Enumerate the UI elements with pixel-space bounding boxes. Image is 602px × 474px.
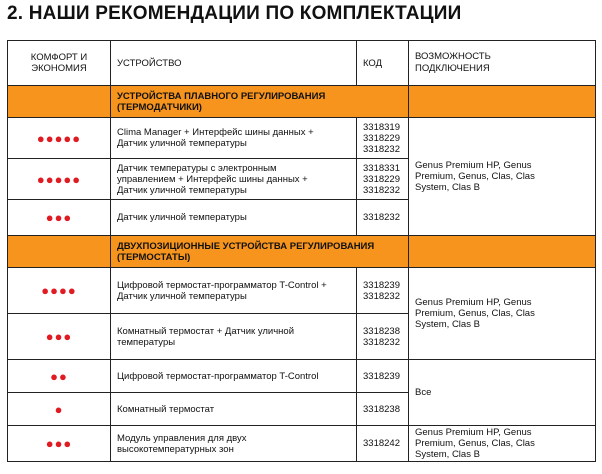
compat-cell: Genus Premium HP, Genus Premium, Genus, Clas, Clas System, Clas B [409,426,596,462]
rating-dot-icon: ● [50,368,59,384]
compat-cell: Genus Premium HP, Genus Premium, Genus, Clas, Clas System, Clas B [409,118,596,236]
section-title: ДВУХПОЗИЦИОННЫЕ УСТРОЙСТВА РЕГУЛИРОВАНИЯ (ТЕРМОСТАТЫ) [111,236,409,268]
rating-dots [8,426,111,462]
rating-dot-icon: ● [54,130,64,146]
rating-dot-icon: ● [54,210,64,225]
code-cell: 3318239 [357,360,409,393]
table-row [8,360,596,393]
device-cell: Clima Manager + Интерфейс шины данных + Датчик уличной температуры [111,118,357,159]
code-cell: 3318232 [357,200,409,236]
code-cell: 3318238 [357,393,409,426]
recommendations-table [7,40,596,462]
rating-dot-icon: ● [45,210,55,225]
rating-dots [8,159,111,200]
code-cell: 3318331 3318229 3318232 [357,159,409,200]
device-cell: Цифровой термостат-программатор T-Control [111,360,357,393]
rating-dots [8,314,111,360]
rating-dots [8,268,111,314]
rating-dot-icon: ● [72,171,82,187]
table-row [8,426,596,462]
header-comfort: КОМФОРТ И ЭКОНОМИЯ [8,41,111,86]
rating-dot-icon: ● [36,171,46,187]
device-cell: Модуль управления для двух высокотемпературных зон [111,426,357,462]
code-cell: 3318239 3318232 [357,268,409,314]
section-header-row [8,236,596,268]
compat-cell: Genus Premium HP, Genus Premium, Genus, Clas, Clas System, Clas B [409,268,596,360]
table-header-row [8,41,596,86]
rating-dots [8,118,111,159]
header-device: УСТРОЙСТВО [111,41,357,86]
rating-dot-icon: ● [54,436,64,451]
header-code: КОД [357,41,409,86]
rating-dot-icon: ● [63,171,73,187]
code-cell: 3318319 3318229 3318232 [357,118,409,159]
rating-dot-icon: ● [45,329,55,344]
rating-dot-icon: ● [45,130,55,146]
compat-cell: Все [409,360,596,426]
code-cell: 3318238 3318232 [357,314,409,360]
rating-dots [8,200,111,236]
section-header-row [8,86,596,118]
rating-dot-icon: ● [72,130,82,146]
rating-dot-icon: ● [63,130,73,146]
device-cell: Комнатный термостат [111,393,357,426]
page-title: 2. НАШИ РЕКОМЕНДАЦИИ ПО КОМПЛЕКТАЦИИ [7,3,462,24]
rating-dot-icon: ● [54,329,64,344]
rating-dot-icon: ● [36,130,46,146]
table-row [8,118,596,159]
device-cell: Цифровой термостат-программатор T-Control + Датчик уличной температуры [111,268,357,314]
rating-dot-icon: ● [67,283,77,298]
rating-dot-icon: ● [54,171,64,187]
rating-dot-icon: ● [41,283,51,298]
rating-dot-icon: ● [59,283,68,298]
rating-dot-icon: ● [45,436,55,451]
code-cell: 3318242 [357,426,409,462]
table-row [8,268,596,314]
rating-dot-icon: ● [63,329,73,344]
device-cell: Комнатный термостат + Датчик уличной температуры [111,314,357,360]
header-compat: ВОЗМОЖНОСТЬ ПОДКЛЮЧЕНИЯ [409,41,596,86]
rating-dots [8,360,111,393]
device-cell: Датчик температуры с электронным управлением + Интерфейс шины данных + Датчик уличной температуры [111,159,357,200]
device-cell: Датчик уличной температуры [111,200,357,236]
rating-dots [8,393,111,426]
rating-dot-icon: ● [59,368,68,384]
rating-dot-icon: ● [54,401,64,417]
rating-dot-icon: ● [50,283,59,298]
rating-dot-icon: ● [63,436,73,451]
rating-dot-icon: ● [63,210,73,225]
section-title: УСТРОЙСТВА ПЛАВНОГО РЕГУЛИРОВАНИЯ (ТЕРМОДАТЧИКИ) [111,86,409,118]
rating-dot-icon: ● [45,171,55,187]
